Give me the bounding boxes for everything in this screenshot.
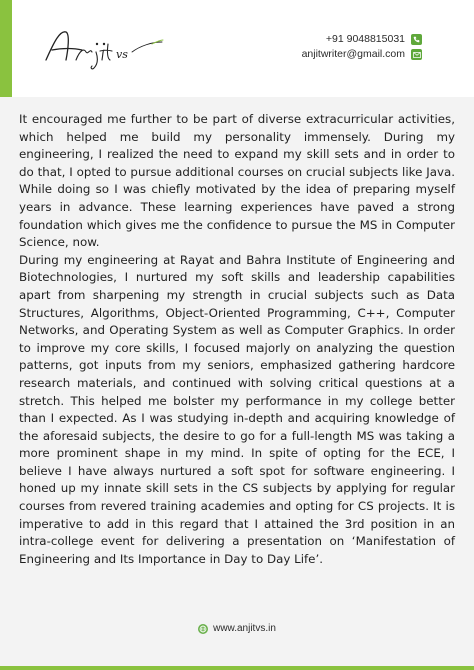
contact-block	[302, 32, 422, 62]
letter-body	[19, 111, 455, 568]
mail-icon	[411, 49, 422, 60]
phone-text[interactable]: +91 9048815031	[325, 33, 405, 45]
body-paragraph: It encouraged me further to be part of diverse extracurricular activities, which helped me build my personality immensely. During my engineering, I realized the need to expand my skill sets and in order to do that, I opted to pursue additional courses on crucial subjects like Java. While doing so I was chiefly motivated by the idea of preparing myself years in advance. These learning experiences have paved a strong foundation which gives me the confidence to pursue the MS in Computer Science, now.	[19, 112, 455, 250]
header-accent-bar	[0, 0, 12, 97]
svg-text:vs: vs	[116, 48, 128, 61]
contact-phone-row	[302, 32, 422, 47]
body-paragraph: During my engineering at Rayat and Bahra Institute of Engineering and Biotechnologies, I nurtured my soft skills and leadership capabilities apart from sharpening my strength in crucial subjects such as Data Structures, Algorithms, Object-Oriented Programming, C++, Computer Networks, and Operating System as well as Computer Graphics. In order to improve my core skills, I focused majorly on analyzing the question patterns, got inputs from my seniors, emphasized gathering hardcore research materials, and continued with solving critical questions at a stretch. This helped me bolster my performance in my college better than I expected. As I was studying in-depth and acquiring knowledge of the aforesaid subjects, the desire to go for a full-length MS was taking a more prominent shape in my mind. In spite of opting for the ECE, I believe I have always nurtured a soft spot for software engineering. I honed up my innate skill sets in the CS subjects by applying for regular courses from revered training academies and opting for CS projects. It is imperative to add in this regard that I attained the 3rd position in an intra-college event for delivering a presentation on ‘Manifestation of Engineering and Its Importance in Day to Day Life’.	[19, 252, 455, 566]
letterhead-header	[12, 0, 474, 97]
phone-icon	[411, 34, 422, 45]
contact-email-row	[302, 47, 422, 62]
email-text[interactable]: anjitwriter@gmail.com	[301, 48, 405, 60]
footer-accent-bar	[0, 666, 474, 670]
signature-logo	[40, 22, 165, 70]
website-link[interactable]: www.anjitvs.in	[213, 623, 276, 634]
footer	[0, 623, 474, 634]
globe-icon	[198, 624, 208, 634]
